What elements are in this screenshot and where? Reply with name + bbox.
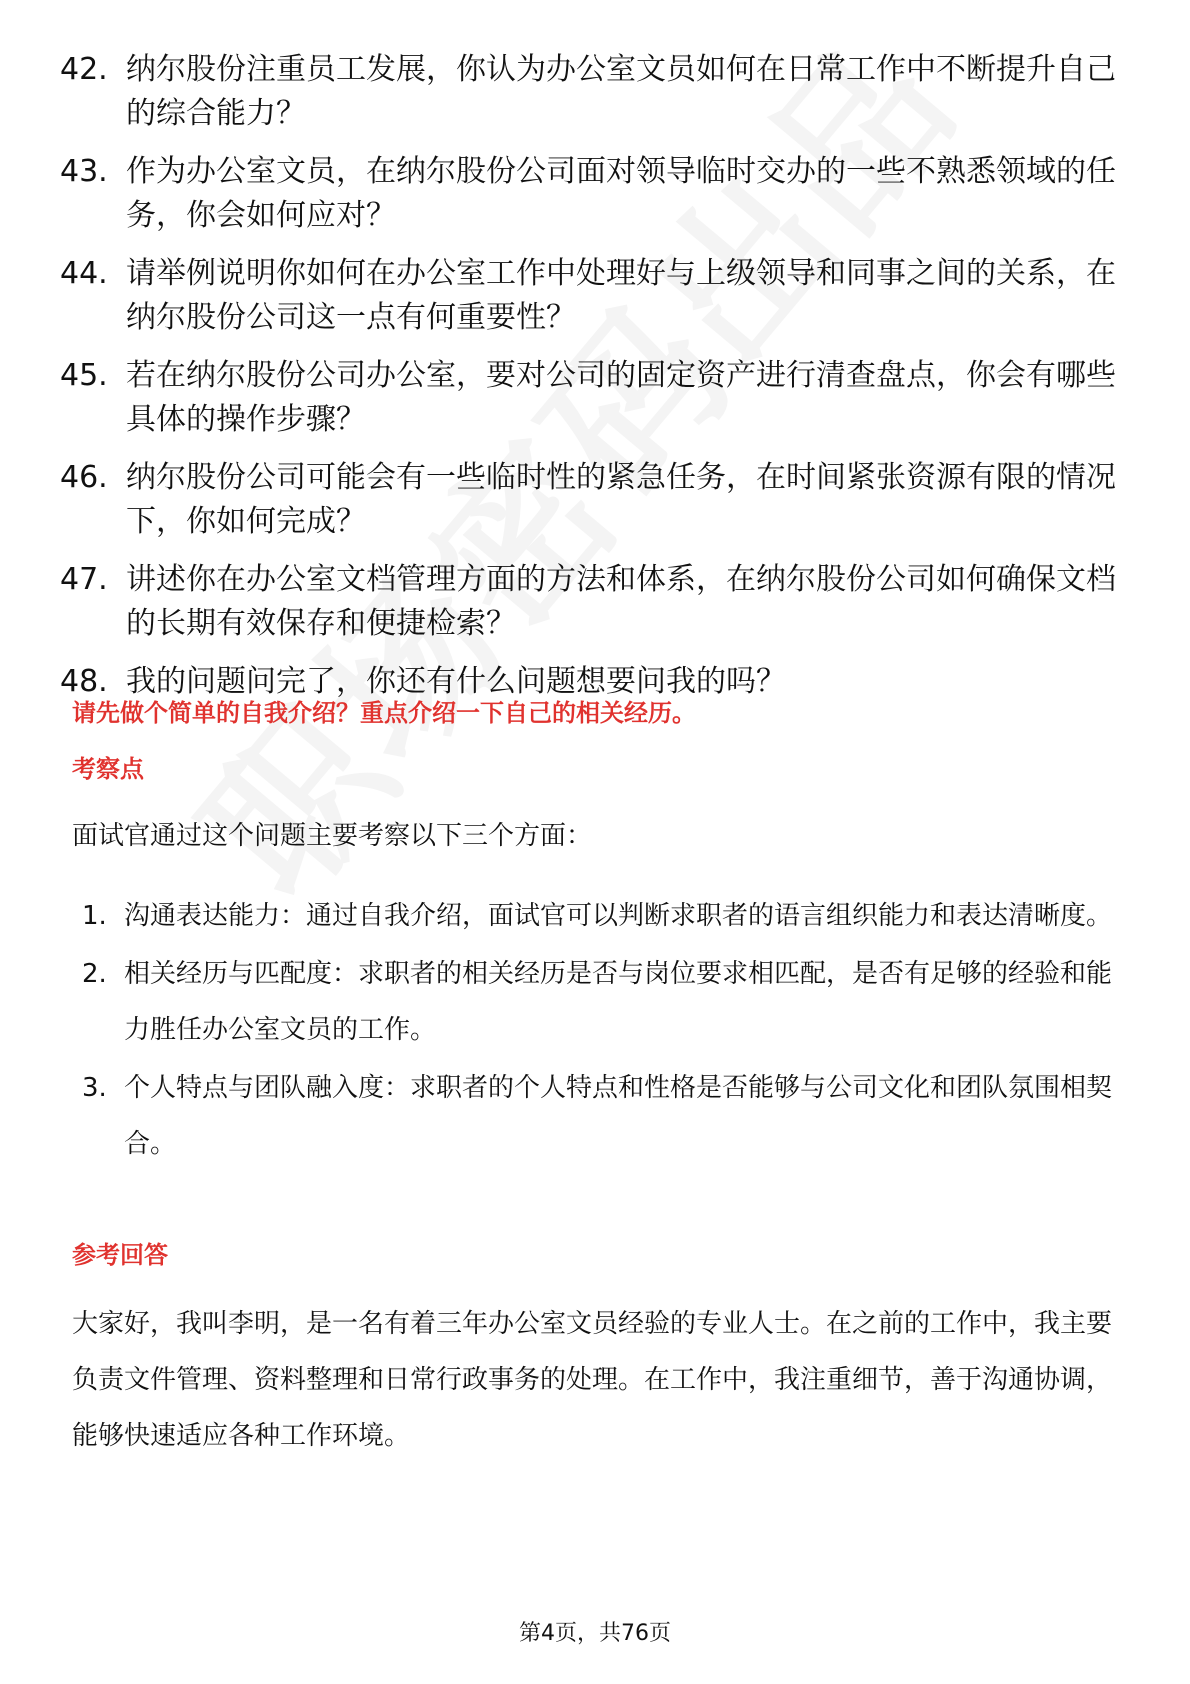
question-text: 请举例说明你如何在办公室工作中处理好与上级领导和同事之间的关系，在纳尔股份公司这一点有何重要性？ [126, 256, 1116, 335]
exam-points-intro: 面试官通过这个问题主要考察以下三个方面： [72, 821, 593, 851]
list-item-text: 沟通表达能力：通过自我介绍，面试官可以判断求职者的语言组织能力和表达清晰度。 [124, 901, 1113, 931]
question-text: 纳尔股份注重员工发展，你认为办公室文员如何在日常工作中不断提升自己的综合能力？ [126, 52, 1116, 131]
exam-points-list [82, 888, 1122, 1174]
exam-points-heading: 考察点 [72, 755, 144, 783]
list-item [82, 1060, 1122, 1172]
question-text: 讲述你在办公室文档管理方面的方法和体系，在纳尔股份公司如何确保文档的长期有效保存和便捷检索？ [126, 562, 1116, 641]
question-number: 48. [60, 664, 108, 699]
question-item [60, 456, 1120, 544]
question-number: 45. [60, 358, 108, 393]
question-item [60, 252, 1120, 340]
question-number: 44. [60, 256, 108, 291]
page-footer: 第4页，共76页 [519, 1621, 671, 1646]
question-number: 42. [60, 52, 108, 87]
list-item [82, 888, 1122, 944]
question-number: 46. [60, 460, 108, 495]
question-text: 若在纳尔股份公司办公室，要对公司的固定资产进行清查盘点，你会有哪些具体的操作步骤？ [126, 358, 1116, 437]
question-text: 纳尔股份公司可能会有一些临时性的紧急任务，在时间紧张资源有限的情况下，你如何完成？ [126, 460, 1116, 539]
question-item [60, 48, 1120, 136]
question-number: 47. [60, 562, 108, 597]
list-item-text: 相关经历与匹配度：求职者的相关经历是否与岗位要求相匹配，是否有足够的经验和能力胜任办公室文员的工作。 [124, 959, 1113, 1045]
reference-answer-text: 大家好，我叫李明，是一名有着三年办公室文员经验的专业人士。在之前的工作中，我主要负责文件管理、资料整理和日常行政事务的处理。在工作中，我注重细节，善于沟通协调，能够快速适应各种工作环境。 [72, 1309, 1113, 1451]
question-text: 我的问题问完了，你还有什么问题想要问我的吗？ [126, 664, 786, 699]
list-item [82, 946, 1122, 1058]
featured-question: 请先做个简单的自我介绍？重点介绍一下自己的相关经历。 [72, 699, 696, 727]
list-item-number: 1. [82, 901, 107, 931]
list-item-number: 2. [82, 959, 107, 989]
question-item [60, 558, 1120, 646]
question-item [60, 150, 1120, 238]
list-item-number: 3. [82, 1073, 107, 1103]
question-item [60, 354, 1120, 442]
list-item-text: 个人特点与团队融入度：求职者的个人特点和性格是否能够与公司文化和团队氛围相契合。 [124, 1073, 1113, 1159]
question-list [60, 48, 1120, 718]
question-number: 43. [60, 154, 108, 189]
reference-answer-heading: 参考回答 [72, 1241, 168, 1269]
question-text: 作为办公室文员，在纳尔股份公司面对领导临时交办的一些不熟悉领域的任务，你会如何应对？ [126, 154, 1116, 233]
